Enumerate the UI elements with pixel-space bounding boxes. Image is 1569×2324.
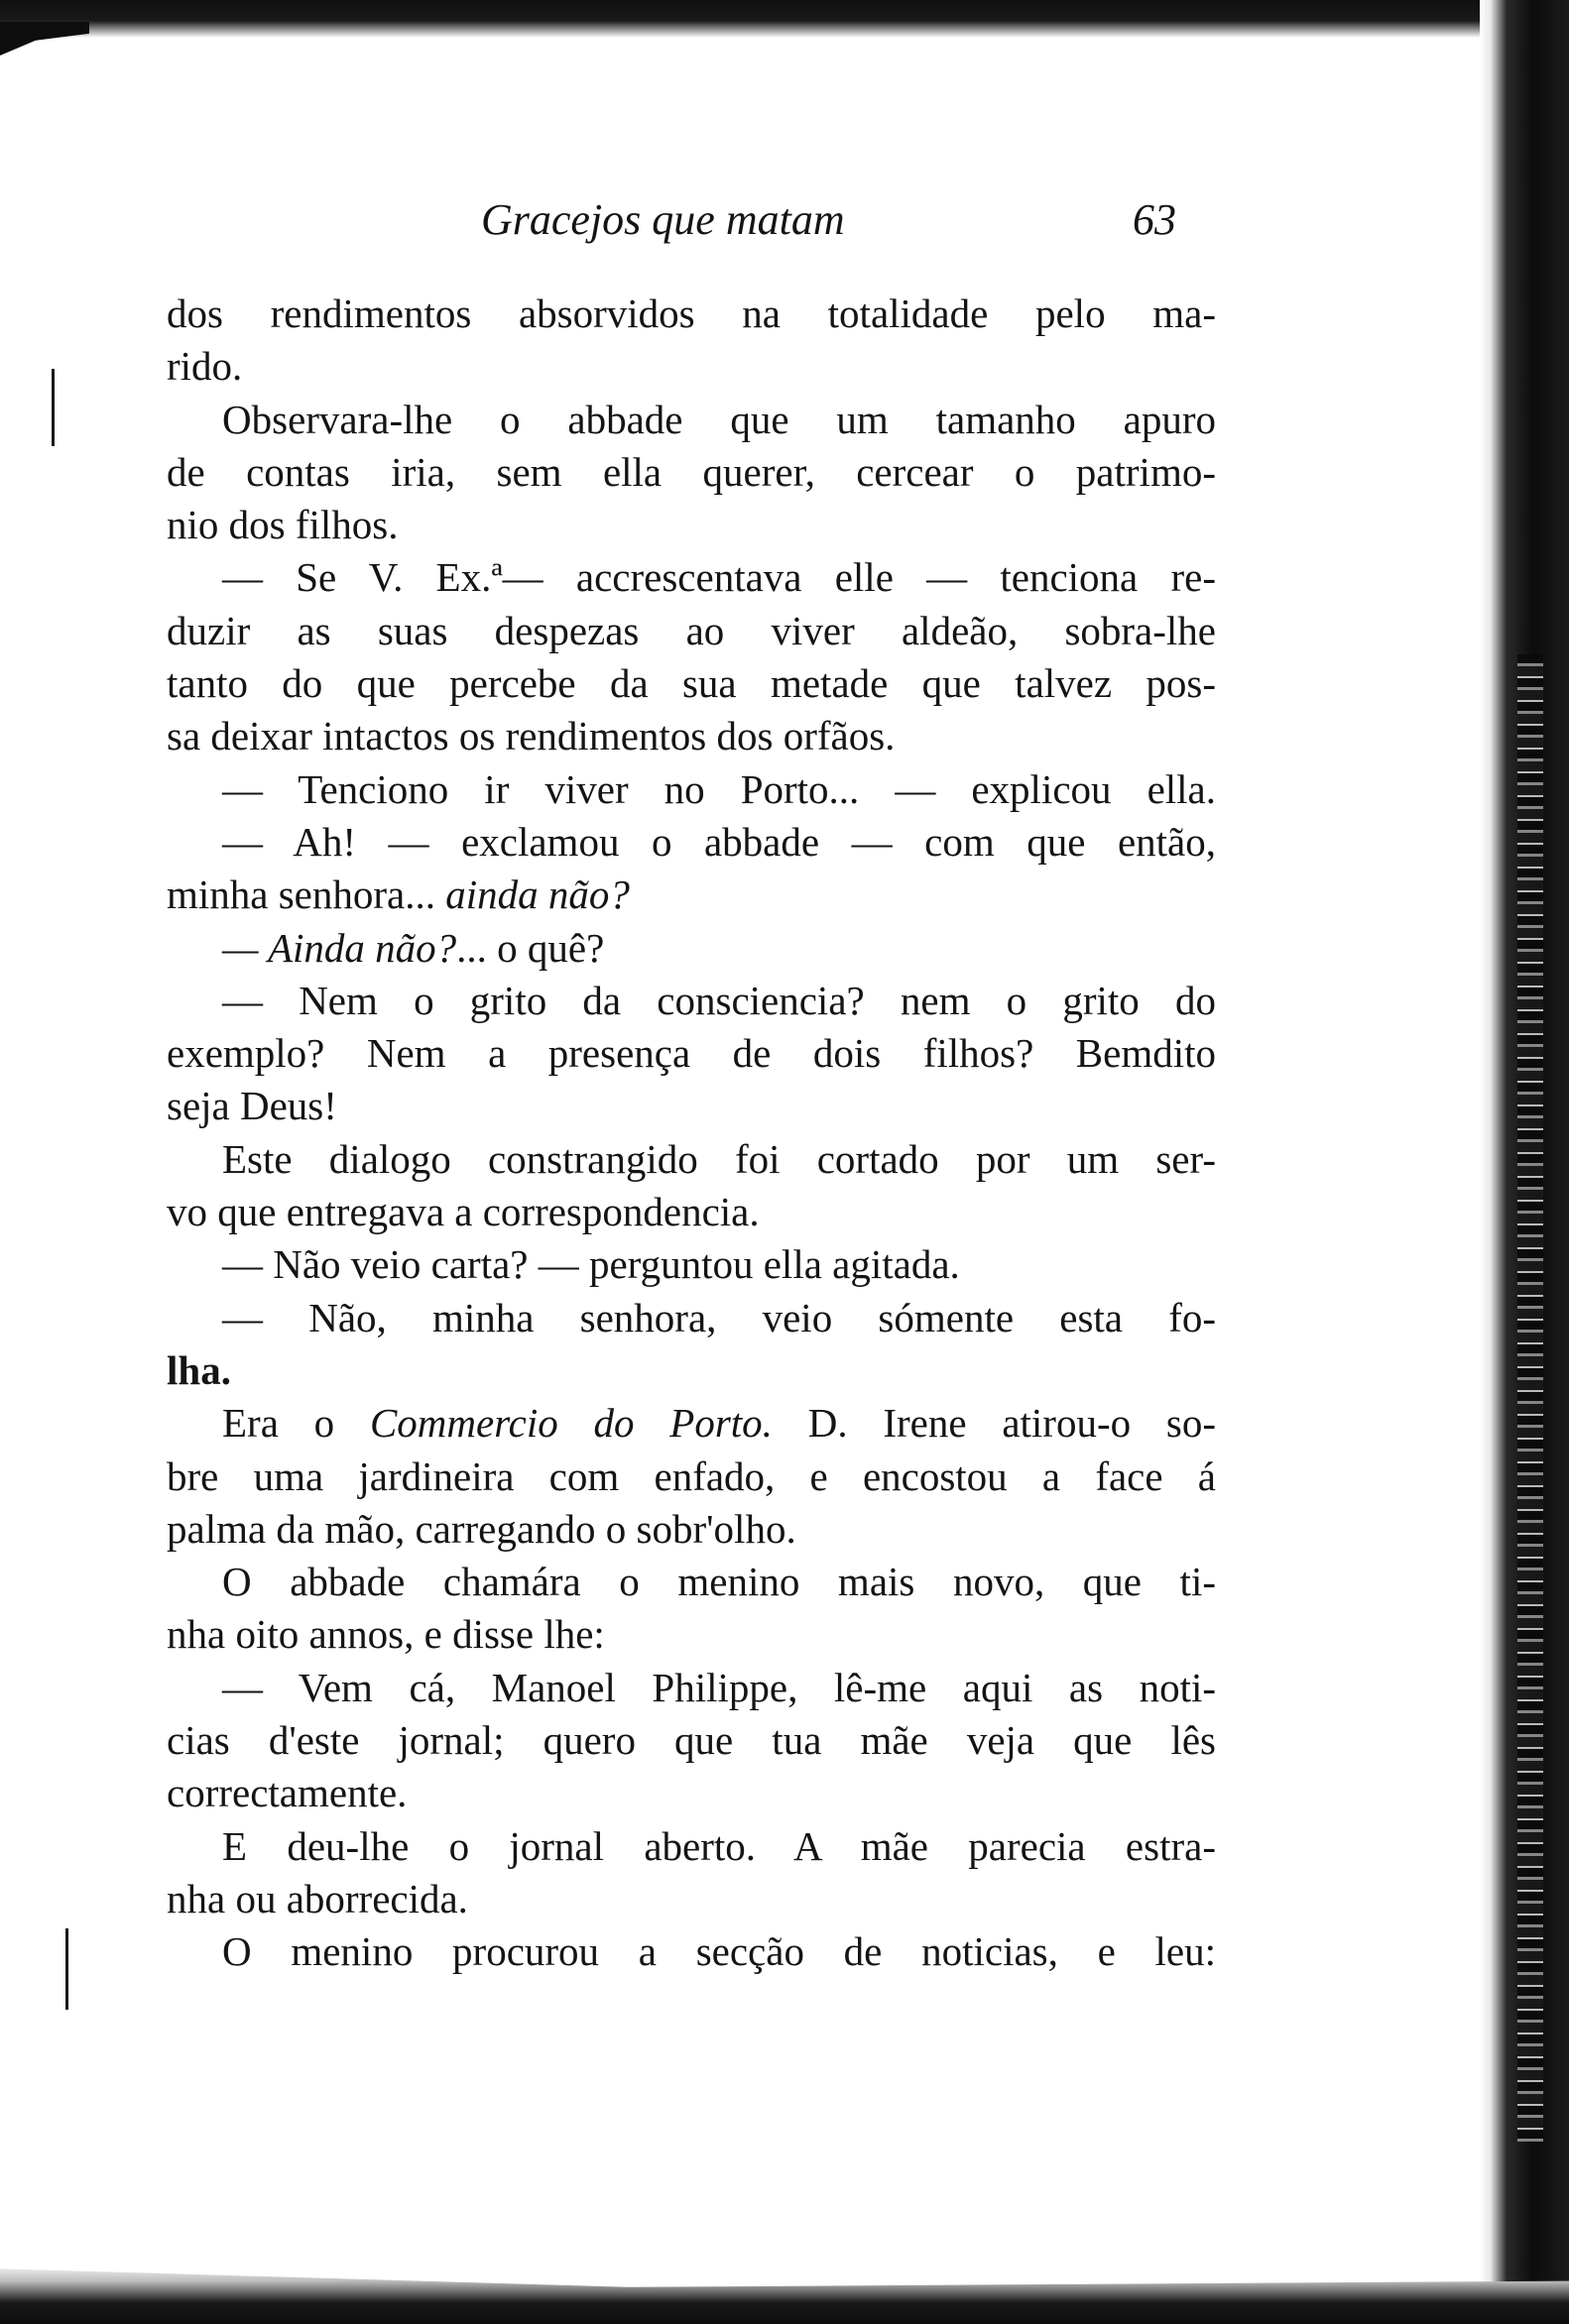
text-line: cias d'este jornal; quero que tua mãe veja que lês xyxy=(167,1717,1216,1764)
text-line: dos rendimentos absorvidos na totalidade pelo ma- xyxy=(167,290,1216,336)
text-line: — Ainda não?... o quê? xyxy=(222,924,605,971)
text-line: bre uma jardineira com enfado, e encostou a face á xyxy=(167,1452,1216,1499)
text-line: — Nem o grito da consciencia? nem o grito do xyxy=(222,977,1216,1023)
text-line: O abbade chamára o menino mais novo, que ti- xyxy=(222,1559,1216,1605)
text-line: — Se V. Ex.ª— accrescentava elle — tenciona re- xyxy=(222,554,1216,601)
text-line: Observara-lhe o abbade que um tamanho apuro xyxy=(222,396,1216,442)
text-line: minha senhora... ainda não? xyxy=(167,872,630,918)
text-line: tanto do que percebe da sua metade que talvez pos- xyxy=(167,660,1216,707)
scan-right-strip xyxy=(1517,654,1543,2142)
italic-phrase: ainda não? xyxy=(445,872,630,918)
scan-top-edge xyxy=(0,0,1569,38)
text-line: rido. xyxy=(167,343,243,390)
text-line: lha. xyxy=(167,1346,231,1393)
text-line: exemplo? Nem a presença de dois filhos? Bemdito xyxy=(167,1030,1216,1077)
scan-bottom-edge xyxy=(0,2263,1569,2324)
text-line: duzir as suas despezas ao viver aldeão, sobra-lhe xyxy=(167,607,1216,653)
italic-phrase: Commercio do Porto. xyxy=(369,1400,773,1447)
running-title: Gracejos que matam xyxy=(481,195,845,244)
text-line: de contas iria, sem ella querer, cercear o patrimo- xyxy=(167,448,1216,495)
text-line: correctamente. xyxy=(167,1770,408,1816)
text-line: — Tenciono ir viver no Porto... — explicou ella. xyxy=(222,765,1216,812)
text-line: nha ou aborrecida. xyxy=(167,1875,468,1921)
text-line: E deu-lhe o jornal aberto. A mãe parecia estra- xyxy=(222,1822,1216,1869)
italic-phrase: — Ainda não? xyxy=(222,924,457,971)
scan-top-curl xyxy=(0,22,89,56)
text-line: — Ah! — exclamou o abbade — com que então, xyxy=(222,818,1216,865)
text-line: nha oito annos, e disse lhe: xyxy=(167,1611,605,1658)
text-line: vo que entregava a correspondencia. xyxy=(167,1189,760,1235)
text-line: Era o Commercio do Porto. D. Irene atirou-o so- xyxy=(222,1400,1216,1447)
text-line: — Vem cá, Manoel Philippe, lê-me aqui as noti- xyxy=(222,1664,1216,1710)
body-text xyxy=(167,288,1216,1979)
text-line: O menino procurou a secção de noticias, e leu: xyxy=(222,1928,1216,1975)
text-line: palma da mão, carregando o sobr'olho. xyxy=(167,1505,796,1552)
scan-left-mark xyxy=(52,369,55,446)
text-line: seja Deus! xyxy=(167,1083,337,1129)
page-number: 63 xyxy=(1133,195,1176,244)
scan-left-mark xyxy=(65,1928,68,2010)
text-line: nio dos filhos. xyxy=(167,502,399,548)
text-line: — Não veio carta? — perguntou ella agitada. xyxy=(222,1241,960,1288)
text-line: Este dialogo constrangido foi cortado por um ser- xyxy=(222,1135,1216,1182)
text-line: sa deixar intactos os rendimentos dos orfãos. xyxy=(167,713,896,759)
text-line: — Não, minha senhora, veio sómente esta fo- xyxy=(222,1294,1216,1340)
